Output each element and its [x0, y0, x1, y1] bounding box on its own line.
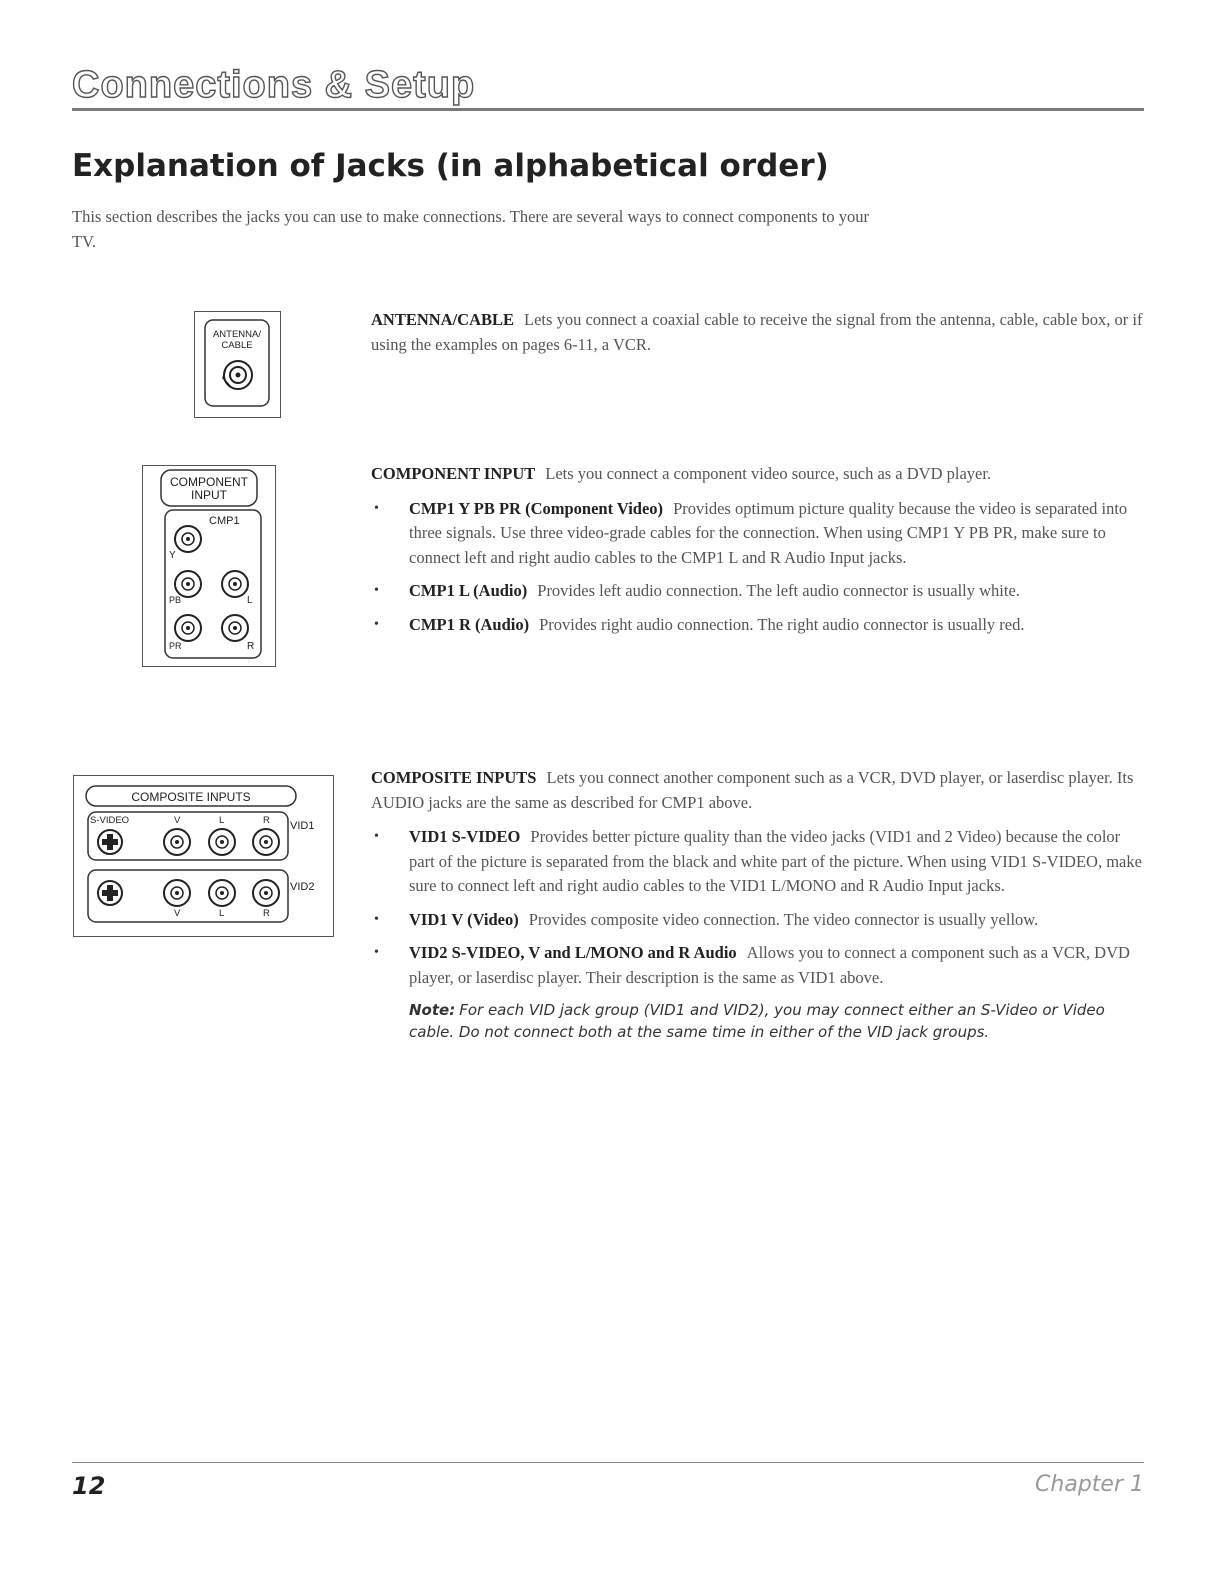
vid1-l-jack-icon — [209, 829, 235, 855]
component-input-term: COMPONENT INPUT — [371, 464, 536, 483]
composite-label: COMPOSITE INPUTS — [131, 790, 251, 804]
bullet-term: VID1 V (Video) — [409, 909, 519, 929]
vid2-v-jack-icon — [164, 880, 190, 906]
page-title: Explanation of Jacks (in alphabetical order) — [72, 148, 829, 184]
vid1-label: VID1 — [290, 820, 315, 832]
component-r-label: R — [247, 641, 255, 652]
antenna-cable-entry — [371, 308, 1143, 357]
list-item: • CMP1 L (Audio) Provides left audio connection. The left audio connector is usually white. — [374, 581, 1020, 600]
antenna-label-line1: ANTENNA/ — [212, 329, 262, 340]
r-jack-icon — [222, 615, 248, 641]
bullet-term: CMP1 R (Audio) — [409, 614, 530, 634]
vid2-r-label: R — [263, 908, 270, 919]
vid1-r-jack-icon — [253, 829, 279, 855]
header-divider — [72, 108, 1144, 111]
vid1-l-label: L — [219, 815, 225, 826]
vid1-v-jack-icon — [164, 829, 190, 855]
vid2-r-jack-icon — [253, 880, 279, 906]
vid1-r-label: R — [263, 815, 270, 826]
composite-inputs-text: Lets you connect another component such as a VCR, DVD player, or laserdisc player. Its AUDIO jacks are the same as described for CMP1 above. — [371, 768, 1134, 812]
note-label: Note: — [409, 1001, 456, 1019]
vid2-v-label: V — [174, 908, 181, 919]
vid1-v-label: V — [174, 815, 181, 826]
pb-label: PB — [169, 595, 182, 605]
bullet-text: Provides composite video connection. The video connector is usually yellow. — [528, 909, 1039, 929]
bullet-text: Provides optimum picture quality because the video is separated into three signals. Use three video-grade cables for the connection. When using CMP1 Y PB PR, make sure to connect left and right audio cables to the CMP1 L and R Audio Input jacks. — [409, 498, 1128, 567]
component-input-text: Lets you connect a component video source, such as a DVD player. — [545, 464, 992, 483]
section-header-title: Connections & Setup — [72, 64, 476, 106]
note-text: For each VID jack group (VID1 and VID2), you may connect either an S-Video or Video cable. Do not connect both at the same time in either of the VID jack groups. — [409, 1001, 1105, 1041]
vid2-label: VID2 — [290, 881, 315, 893]
list-item: • VID1 V (Video) Provides composite video connection. The video connector is usually yellow. — [374, 909, 1039, 929]
vid1-svideo-jack-icon — [98, 830, 122, 854]
cmp1-label: CMP1 — [209, 515, 240, 527]
bullet-text: Provides better picture quality than the video jacks (VID1 and 2 Video) because the color part of the picture is separated from the black and white part of the picture. When using VID1 S-VIDEO, make sure to connect left and right audio cables to the VID1 L/MONO and R Audio Input jacks. — [409, 827, 1142, 895]
vid-jack-note — [409, 999, 1143, 1043]
antenna-cable-term: ANTENNA/CABLE — [371, 310, 515, 329]
component-input-jacks-figure — [142, 465, 276, 667]
component-l-label: L — [247, 595, 253, 606]
l-jack-icon — [222, 571, 248, 597]
bullet-text: Allows you to connect a component such as a VCR, DVD player, or laserdisc player. Their description is the same as VID1 above. — [409, 943, 1130, 987]
component-input-entry — [371, 462, 1143, 646]
bullet-term: VID1 S-VIDEO — [409, 827, 521, 846]
composite-bullet-list — [371, 825, 1143, 990]
composite-inputs-term: COMPOSITE INPUTS — [371, 768, 537, 787]
chapter-label: Chapter 1 — [1035, 1472, 1144, 1497]
intro-paragraph: This section describes the jacks you can use to make connections. There are several ways to connect components to your TV. — [72, 207, 869, 251]
list-item: • CMP1 Y PB PR (Component Video) Provides optimum picture quality because the video is separated into three signals. Use three video-grade cables for the connection. When using CMP1 Y PB PR, make sure to connect left and right audio cables to the CMP1 L and R Audio Input jacks. — [374, 498, 1128, 567]
antenna-cable-text: Lets you connect a coaxial cable to receive the signal from the antenna, cable, cable box, or if using the examples on pages 6-11, a VCR. — [371, 310, 1143, 354]
svideo-label: S-VIDEO — [90, 815, 130, 826]
pb-jack-icon — [175, 571, 201, 597]
bullet-term: CMP1 L (Audio) — [409, 581, 528, 600]
antenna-cable-jack-figure — [194, 311, 281, 418]
component-label-line1: COMPONENT — [170, 475, 248, 489]
list-item: • VID1 S-VIDEO Provides better picture quality than the video jacks (VID1 and 2 Video) because the color part of the picture is separated from the black and white part of the picture. When using VID1 S-VIDEO, make sure to connect left and right audio cables to the VID1 L/MONO and R Audio Input jacks. — [374, 827, 1142, 895]
vid2-l-jack-icon — [209, 880, 235, 906]
bullet-term: CMP1 Y PB PR (Component Video) — [409, 498, 664, 518]
pr-jack-icon — [175, 615, 201, 641]
vid2-svideo-jack-icon — [98, 881, 122, 905]
bullet-text: Provides left audio connection. The left audio connector is usually white. — [537, 581, 1020, 600]
vid2-l-label: L — [219, 908, 225, 919]
y-label: Y — [169, 550, 176, 561]
antenna-label-line2: CABLE — [221, 340, 253, 351]
list-item: • VID2 S-VIDEO, V and L/MONO and R Audio Allows you to connect a component such as a VCR, DVD player, or laserdisc player. Their description is the same as VID1 above. — [374, 943, 1130, 987]
composite-inputs-entry — [371, 766, 1143, 1043]
page-number: 12 — [72, 1472, 106, 1500]
component-label-line2: INPUT — [191, 488, 227, 502]
bullet-text: Provides right audio connection. The right audio connector is usually red. — [539, 614, 1025, 634]
pr-label: PR — [169, 641, 182, 651]
footer-divider — [72, 1462, 1144, 1463]
bullet-term: VID2 S-VIDEO, V and L/MONO and R Audio — [409, 943, 737, 962]
component-bullet-list — [371, 497, 1143, 638]
composite-inputs-jacks-figure — [73, 775, 334, 937]
coax-jack-icon — [223, 361, 252, 389]
y-jack-icon — [175, 526, 201, 552]
list-item: • CMP1 R (Audio) Provides right audio connection. The right audio connector is usually red. — [374, 614, 1025, 634]
